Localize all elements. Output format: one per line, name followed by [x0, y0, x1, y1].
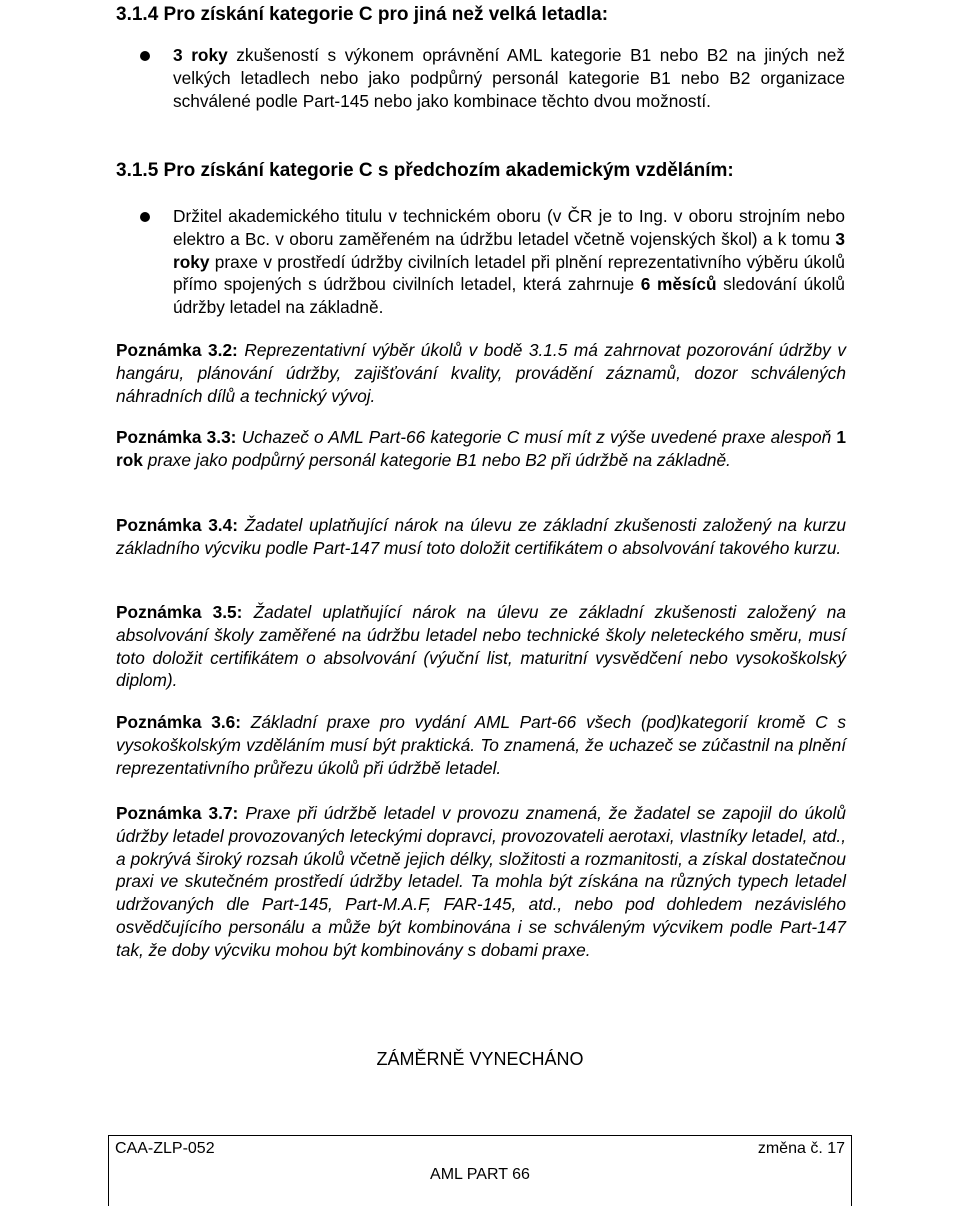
- note-label: Poznámka 3.7:: [116, 803, 239, 823]
- footer-document-id: CAA-ZLP-052: [115, 1140, 215, 1157]
- bullet-item-experience: 3 roky zkušeností s výkonem oprávnění AML kategorie B1 nebo B2 na jiných než velkých letadlech nebo jako podpůrný personál kategorie B1 nebo B2 organizace schválené podle Part-145 nebo jako kombinace těchto dvou možností.: [173, 45, 845, 111]
- note-label: Poznámka 3.2:: [116, 340, 238, 360]
- note-label: Poznámka 3.5:: [116, 602, 243, 622]
- note-label: Poznámka 3.3:: [116, 427, 237, 447]
- footer-change-number: změna č. 17: [757, 1140, 845, 1157]
- bold-duration: 1 rok: [116, 427, 847, 470]
- page-footer: [108, 1135, 852, 1206]
- note-3-3: Poznámka 3.3: Uchazeč o AML Part-66 kategorie C musí mít z výše uvedené praxe alespoň 1 rok praxe jako podpůrný personál kategorie B1 nebo B2 při údržbě na základně.: [116, 427, 847, 470]
- bold-duration: 3 roky: [173, 228, 845, 272]
- section-heading-3-1-4: 3.1.4 Pro získání kategorie C pro jiná než velká letadla:: [116, 4, 609, 25]
- note-3-7: Poznámka 3.7: Praxe při údržbě letadel v provozu znamená, že žadatel se zapojil do úkolů údržby letadel provozovaných leteckými dopravci, provozovateli aerotaxi, vlastníky letadel, atd., a pokrývá široký rozsah úkolů včetně jejich délky, složitosti a rozmanitosti, a získal dostatečnou praxi ve skutečném prostředí údržby letadel. Ta mohla být získána na různých typech letadel udržovaných dle Part-145, Part-M.A.F, FAR-145, atd., nebo pod dohledem nezávislého osvědčujícího personálu a může být kombinována i se schváleným výcvikem podle Part-147 tak, že doby výcviku mohou být kombinovány s dobami praxe.: [116, 803, 846, 960]
- note-label: Poznámka 3.4:: [116, 515, 238, 535]
- bullet-icon: [140, 51, 150, 61]
- section-heading-3-1-5: 3.1.5 Pro získání kategorie C s předchozím akademickým vzděláním:: [116, 160, 734, 181]
- note-label: Poznámka 3.6:: [116, 712, 242, 732]
- footer-part-title: AML PART 66: [430, 1166, 530, 1183]
- note-3-6: Poznámka 3.6: Základní praxe pro vydání AML Part-66 všech (pod)kategorií kromě C s vysokoškolským vzděláním musí být praktická. To znamená, že uchazeč se zúčastnil na plnění reprezentativního průřezu úkolů při údržbě letadel.: [116, 712, 846, 778]
- note-3-4: Poznámka 3.4: Žadatel uplatňující nárok na úlevu ze základní zkušenosti založený na kurzu základního výcviku podle Part-147 musí toto doložit certifikátem o absolvování takového kurzu.: [116, 515, 846, 558]
- intentionally-omitted-label: ZÁMĚRNĚ VYNECHÁNO: [376, 1049, 584, 1069]
- bold-duration: 6 měsíců: [640, 274, 717, 295]
- note-3-2: Poznámka 3.2: Reprezentativní výběr úkolů v bodě 3.1.5 má zahrnovat pozorování údržby v hangáru, plánování údržby, zajišťování kvality, provádění záznamů, dozor schválených náhradních dílů a technický vývoj.: [116, 340, 847, 406]
- bullet-icon: [140, 212, 150, 222]
- bullet-item-academic: Držitel akademického titulu v technickém oboru (v ČR je to Ing. v oboru strojním nebo elektro a Bc. v oboru zaměřeném na údržbu letadel včetně vojenských škol) a k tomu 3 roky praxe v prostředí údržby civilních letadel při plnění reprezentativního výběru úkolů přímo spojených s údržbou civilních letadel, která zahrnuje 6 měsíců sledování úkolů údržby letadel na základně.: [173, 206, 845, 318]
- note-3-5: Poznámka 3.5: Žadatel uplatňující nárok na úlevu ze základní zkušenosti založený na absolvování školy zaměřené na údržbu letadel nebo technické školy neleteckého směru, musí toto doložit certifikátem o absolvování (výuční list, maturitní vysvědčení nebo vysokoškolský diplom).: [116, 602, 847, 691]
- bold-duration: 3 roky: [173, 45, 228, 65]
